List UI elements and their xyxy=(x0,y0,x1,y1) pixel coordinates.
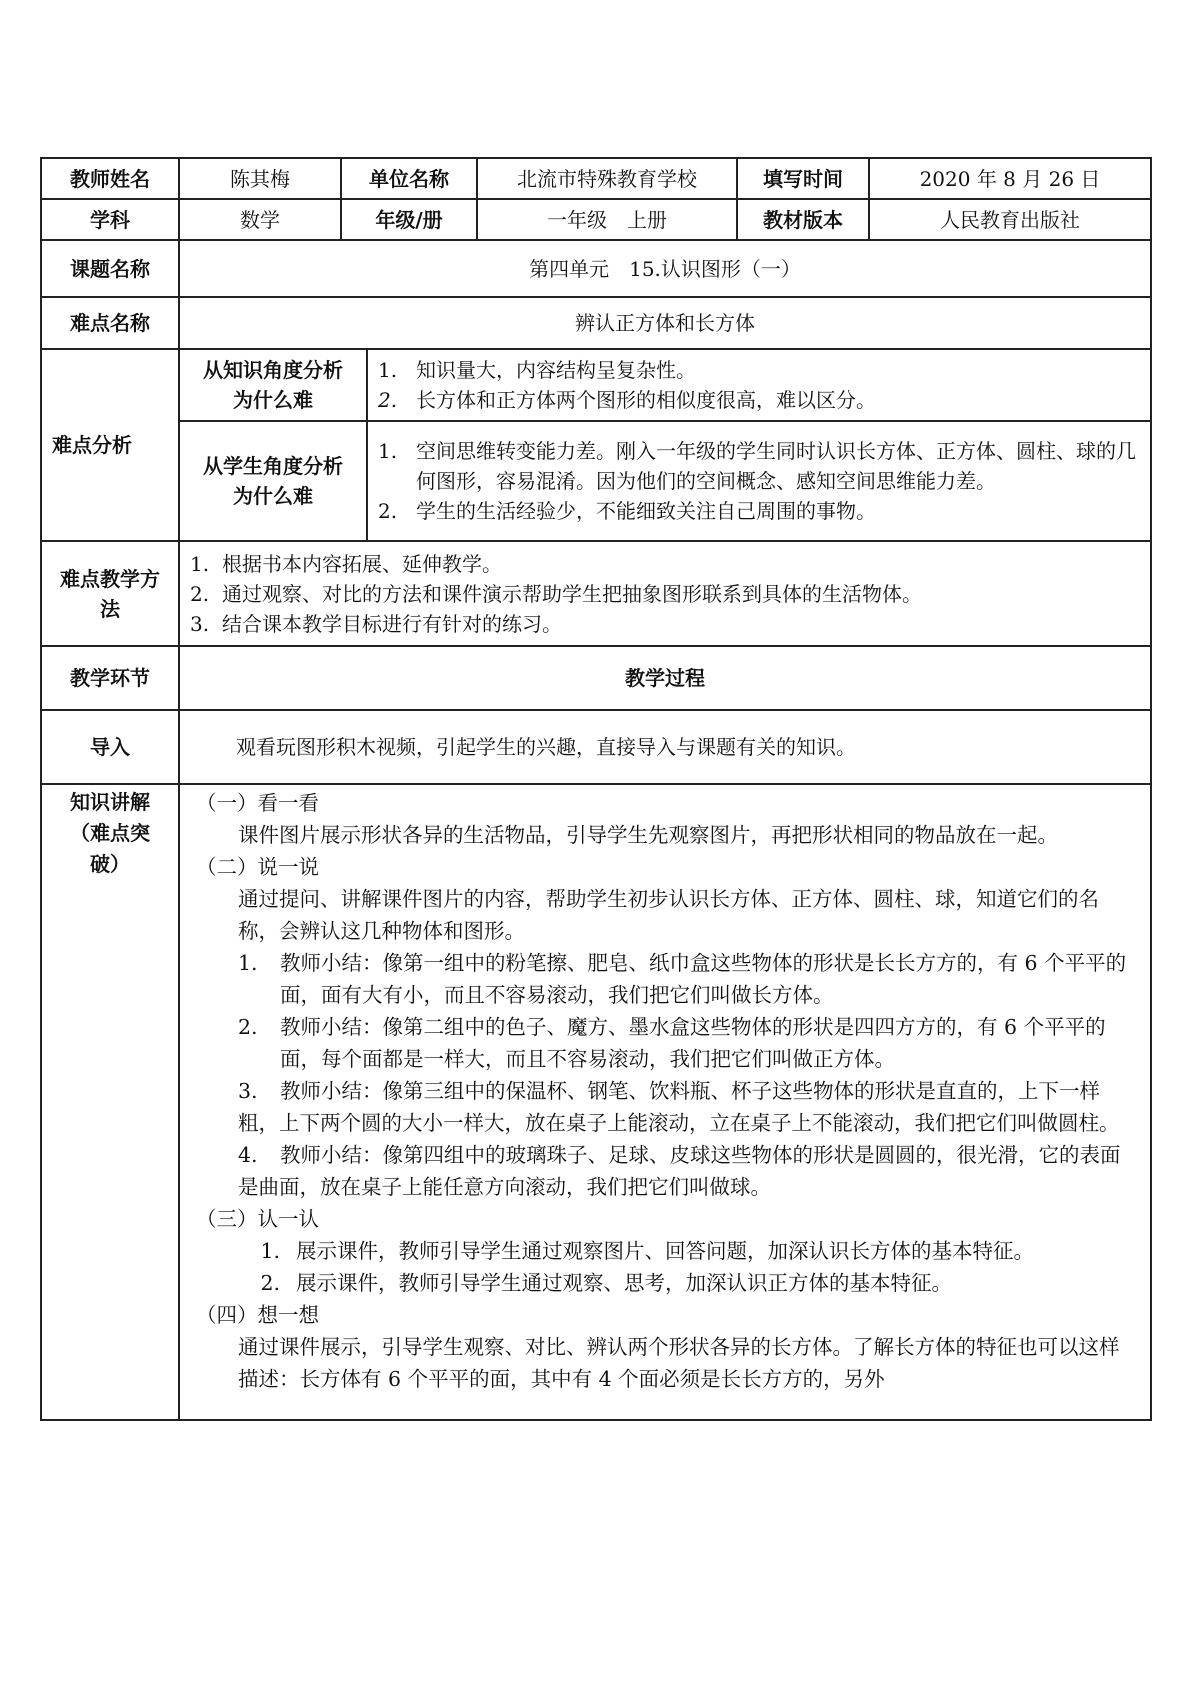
knowledge-label: 知识讲解 （难点突 破） xyxy=(41,784,179,1420)
topic-label: 课题名称 xyxy=(41,240,179,297)
list-item: 2. 展示课件，教师引导学生通过观察、思考，加深认识正方体的基本特征。 xyxy=(260,1271,952,1295)
intro-label: 导入 xyxy=(41,710,179,784)
section-text: 通过提问、讲解课件图片的内容，帮助学生初步认识长方体、正方体、圆柱、球，知道它们的名称，会辨认这几种物体和图形。 xyxy=(238,887,1099,943)
difficulty-row xyxy=(41,297,1151,349)
teacher-value: 陈其梅 xyxy=(179,158,341,199)
section-text: 课件图片展示形状各异的生活物品，引导学生先观察图片，再把形状相同的物品放在一起。 xyxy=(238,823,1058,847)
knowledge-angle-label xyxy=(179,349,367,421)
knowledge-content xyxy=(179,784,1151,1420)
methods-label: 难点教学方 法 xyxy=(41,541,179,646)
lesson-plan-table xyxy=(40,157,1152,1421)
edition-value: 人民教育出版社 xyxy=(869,199,1151,240)
list-item: 3. 教师小结：像第三组中的保温杯、钢笔、饮料瓶、杯子这些物体的形状是直直的，上下一样粗，上下两个圆的大小一样大，放在桌子上能滚动，立在桌子上不能滚动，我们把它们叫做圆柱。 xyxy=(238,1079,1120,1135)
list-item: 2. 通过观察、对比的方法和课件演示帮助学生把抽象图形联系到具体的生活物体。 xyxy=(190,581,922,606)
edition-label: 教材版本 xyxy=(737,199,869,240)
header-row-1 xyxy=(41,158,1151,199)
list-item: 1. 教师小结：像第一组中的粉笔擦、肥皂、纸巾盒这些物体的形状是长长方方的，有 6 个平平的面，面有大有小，而且不容易滚动，我们把它们叫做长方体。 xyxy=(238,951,1127,1007)
grade-value: 一年级 上册 xyxy=(477,199,737,240)
teacher-label: 教师姓名 xyxy=(41,158,179,199)
section-title: （一）看一看 xyxy=(196,791,319,815)
process-header-row xyxy=(41,646,1151,710)
intro-text: 观看玩图形积木视频，引起学生的兴趣，直接导入与课题有关的知识。 xyxy=(179,710,1151,784)
list-item: 1. 知识量大，内容结构呈复杂性。 xyxy=(378,358,696,382)
grade-label: 年级/册 xyxy=(341,199,477,240)
student-angle-label xyxy=(179,421,367,541)
student-angle-line-1: 从学生角度分析 xyxy=(203,454,343,478)
header-row-2 xyxy=(41,199,1151,240)
subject-value: 数学 xyxy=(179,199,341,240)
topic-value: 第四单元 15.认识图形（一） xyxy=(179,240,1151,297)
knowledge-angle-line-2: 为什么难 xyxy=(233,388,313,412)
analysis-label: 难点分析 xyxy=(41,349,179,541)
list-item: 2. 学生的生活经验少，不能细致关注自己周围的事物。 xyxy=(378,499,876,523)
student-angle-content xyxy=(367,421,1151,541)
list-item: 3. 结合课本教学目标进行有针对的练习。 xyxy=(190,611,562,636)
list-item: 2. 教师小结：像第二组中的色子、魔方、墨水盒这些物体的形状是四四方方的，有 6 个平平的面，每个面都是一样大，而且不容易滚动，我们把它们叫做正方体。 xyxy=(238,1015,1106,1071)
unit-value: 北流市特殊教育学校 xyxy=(477,158,737,199)
list-item: 2. 长方体和正方体两个图形的相似度很高，难以区分。 xyxy=(378,388,876,412)
intro-row xyxy=(41,710,1151,784)
difficulty-value: 辨认正方体和长方体 xyxy=(179,297,1151,349)
stage-label: 教学环节 xyxy=(41,646,179,710)
analysis-student-row xyxy=(41,421,1151,541)
list-item: 1. 展示课件，教师引导学生通过观察图片、回答问题，加深认识长方体的基本特征。 xyxy=(260,1239,1034,1263)
topic-row xyxy=(41,240,1151,297)
methods-row xyxy=(41,541,1151,646)
difficulty-label: 难点名称 xyxy=(41,297,179,349)
date-label: 填写时间 xyxy=(737,158,869,199)
analysis-knowledge-row xyxy=(41,349,1151,421)
process-label: 教学过程 xyxy=(179,646,1151,710)
section-title: （四）想一想 xyxy=(196,1303,319,1327)
section-title: （三）认一认 xyxy=(196,1207,319,1231)
knowledge-angle-content xyxy=(367,349,1151,421)
student-angle-line-2: 为什么难 xyxy=(233,484,313,508)
list-item: 1. 空间思维转变能力差。刚入一年级的学生同时认识长方体、正方体、圆柱、球的几何图形，容易混淆。因为他们的空间概念、感知空间思维能力差。 xyxy=(378,439,1136,493)
list-item: 1. 根据书本内容拓展、延伸教学。 xyxy=(190,551,502,576)
unit-label: 单位名称 xyxy=(341,158,477,199)
date-value: 2020 年 8 月 26 日 xyxy=(869,158,1151,199)
knowledge-row xyxy=(41,784,1151,1420)
methods-content xyxy=(179,541,1151,646)
knowledge-angle-line-1: 从知识角度分析 xyxy=(203,358,343,382)
subject-label: 学科 xyxy=(41,199,179,240)
list-item: 4. 教师小结：像第四组中的玻璃珠子、足球、皮球这些物体的形状是圆圆的，很光滑，它的表面是曲面，放在桌子上能任意方向滚动，我们把它们叫做球。 xyxy=(238,1143,1121,1199)
section-title: （二）说一说 xyxy=(196,855,319,879)
section-text: 通过课件展示，引导学生观察、对比、辨认两个形状各异的长方体。了解长方体的特征也可以这样描述：长方体有 6 个平平的面，其中有 4 个面必须是长长方方的，另外 xyxy=(238,1335,1120,1391)
